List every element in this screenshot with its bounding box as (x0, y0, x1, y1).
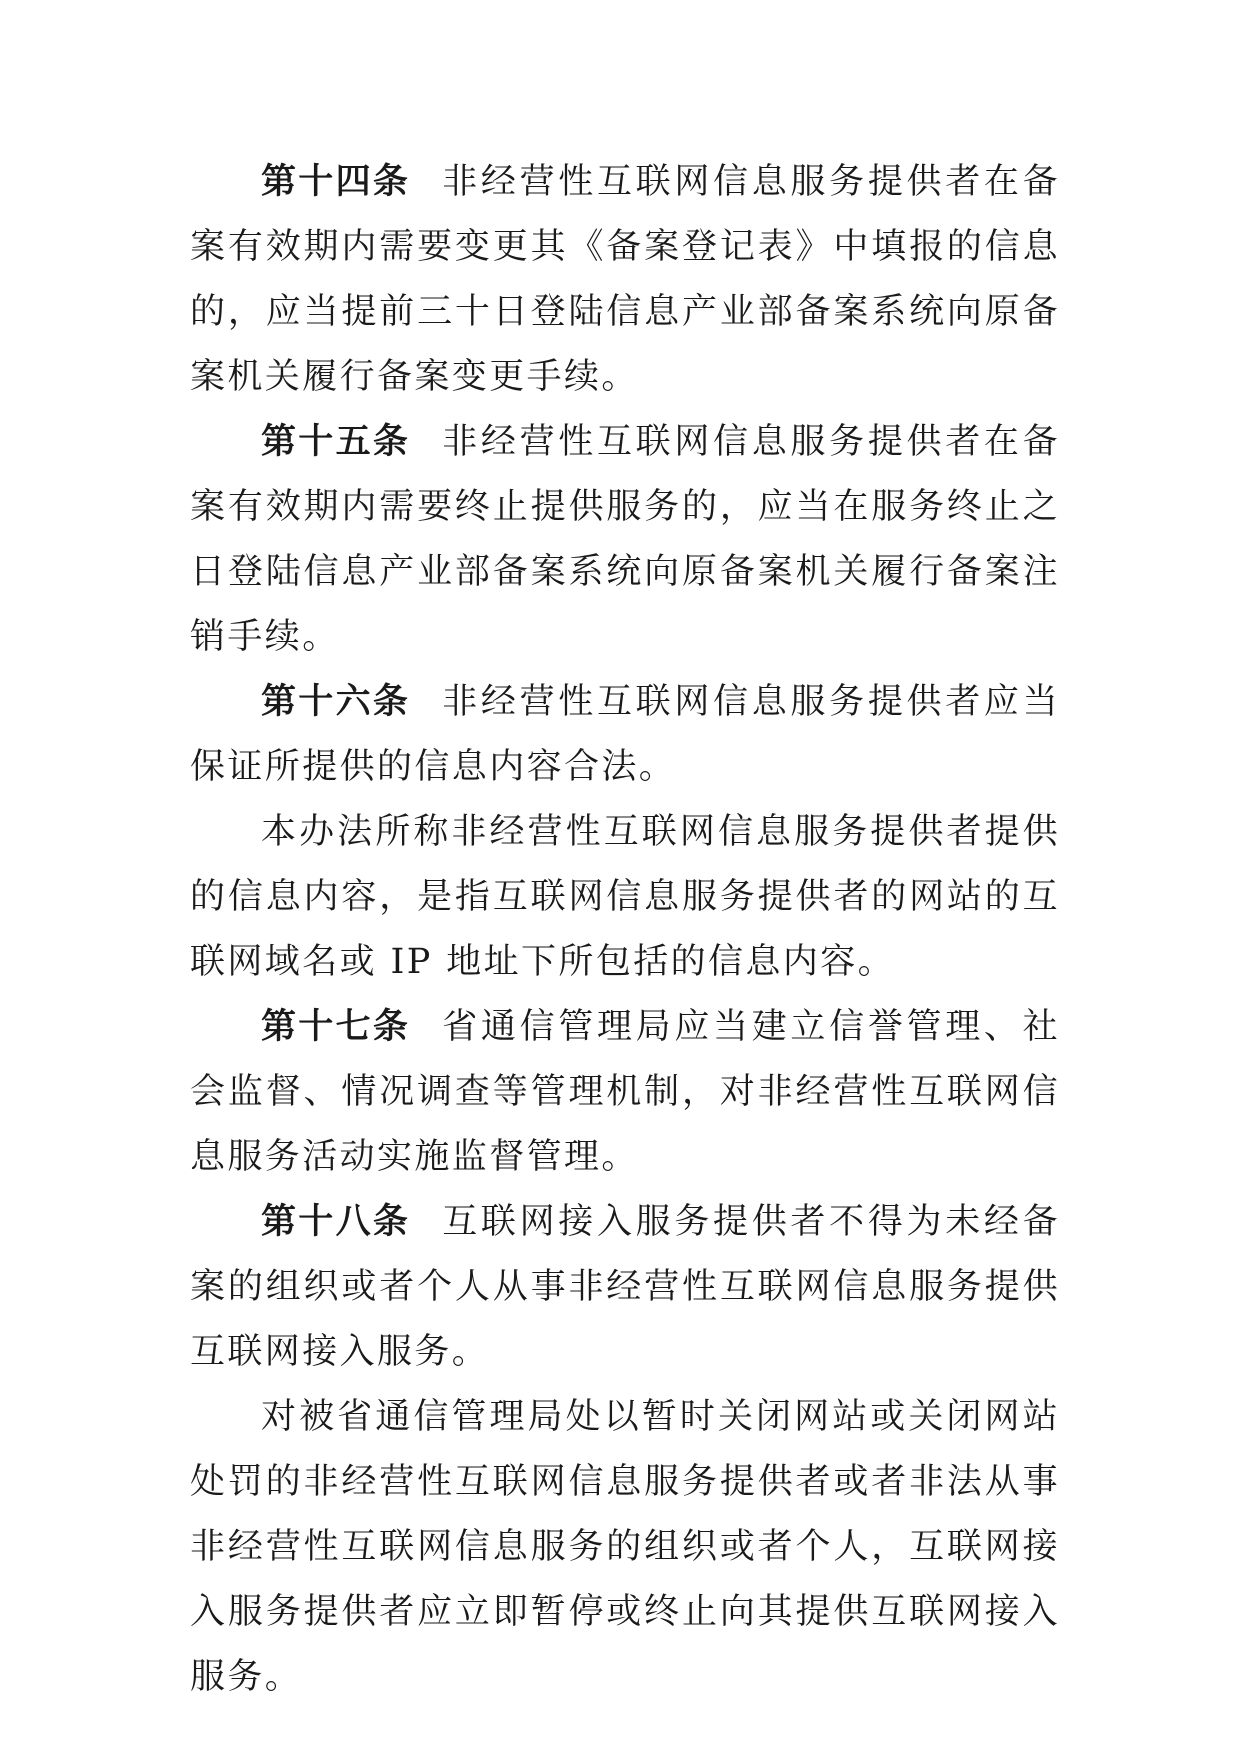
article-14-paragraph (190, 150, 1060, 410)
article-15-heading: 第十五条 (261, 422, 411, 462)
article-18-heading: 第十八条 (261, 1202, 411, 1242)
article-15-text: 非经营性互联网信息服务提供者在备案有效期内需要终止提供服务的，应当在服务终止之日登陆信息产业部备案系统向原备案机关履行备案注销手续。 (190, 422, 1060, 657)
article-14-heading: 第十四条 (261, 162, 411, 202)
article-16-definition-paragraph (190, 800, 1060, 995)
article-16-heading: 第十六条 (261, 682, 411, 722)
article-17-text: 省通信管理局应当建立信誉管理、社会监督、情况调查等管理机制，对非经营性互联网信息服务活动实施监督管理。 (190, 1007, 1060, 1177)
article-17-paragraph (190, 995, 1060, 1190)
article-17-heading: 第十七条 (261, 1007, 411, 1047)
article-14-text: 非经营性互联网信息服务提供者在备案有效期内需要变更其《备案登记表》中填报的信息的，应当提前三十日登陆信息产业部备案系统向原备案机关履行备案变更手续。 (190, 162, 1060, 397)
article-15-paragraph (190, 410, 1060, 670)
article-18-second-paragraph (190, 1385, 1060, 1710)
article-18-paragraph (190, 1190, 1060, 1385)
article-16-text: 非经营性互联网信息服务提供者应当保证所提供的信息内容合法。 (190, 682, 1060, 787)
article-16-definition-text: 本办法所称非经营性互联网信息服务提供者提供的信息内容，是指互联网信息服务提供者的网站的互联网域名或 IP 地址下所包括的信息内容。 (190, 812, 1060, 982)
article-18-second-text: 对被省通信管理局处以暂时关闭网站或关闭网站处罚的非经营性互联网信息服务提供者或者非法从事非经营性互联网信息服务的组织或者个人，互联网接入服务提供者应立即暂停或终止向其提供互联网接入服务。 (190, 1397, 1060, 1697)
article-18-text: 互联网接入服务提供者不得为未经备案的组织或者个人从事非经营性互联网信息服务提供互联网接入服务。 (190, 1202, 1060, 1372)
article-16-paragraph (190, 670, 1060, 800)
document-body (190, 150, 1060, 1710)
